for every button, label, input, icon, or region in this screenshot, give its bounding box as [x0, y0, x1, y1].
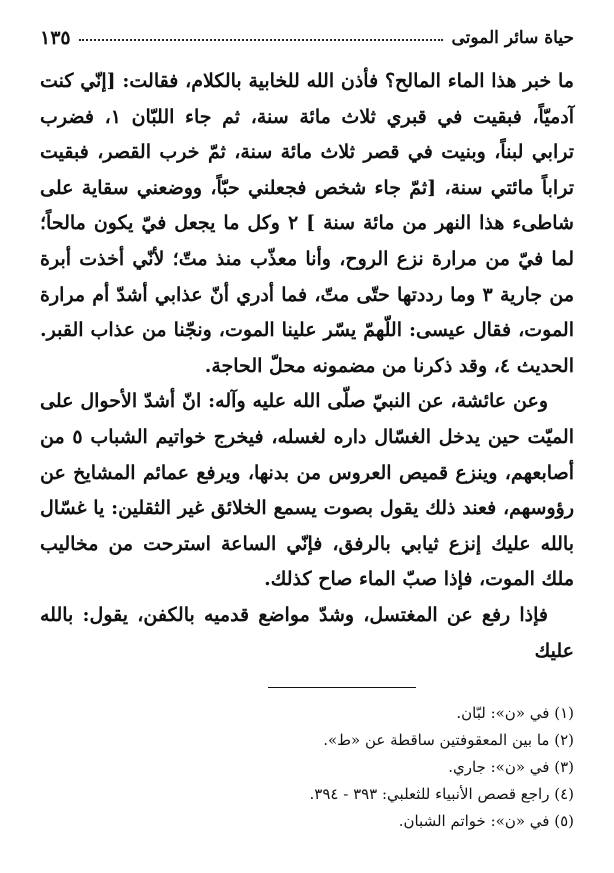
footnote: (٢) ما بين المعقوفتين ساقطة عن «ط». — [323, 731, 574, 749]
footnotes — [40, 700, 574, 835]
paragraph: فإذا رفع عن المغتسل، وشدّ مواضع قدميه بالكفن، يقول: بالله عليك — [40, 603, 574, 662]
dotted-leader — [79, 39, 444, 41]
paragraph: وعن عائشة، عن النبيّ صلّى الله عليه وآله: انّ أشدّ الأحوال على الميّت حين يدخل الغسّال داره لغسله، فيخرج خواتيم الشباب ٥ من أصابعهم، وينزع قميص العروس من بدنها، ويرفع عمائم المشايخ عن رؤوسهم، فعند ذلك يقول بصوت يسمع الخلائق غير الثقلين: يا غسّال بالله عليك إنزع ثيابي بالرفق، فإنّي الساعة استرحت من مخاليب ملك الموت، فإذا صبّ الماء صاح كذلك. — [40, 390, 574, 591]
footnote-separator — [268, 687, 416, 688]
running-title: حياة سائر الموتى — [451, 28, 574, 48]
page-number: ١٣٥ — [40, 27, 71, 49]
main-text — [40, 64, 574, 669]
footnote: (٥) في «ن»: خواتم الشبان. — [398, 812, 574, 830]
footnote: (٤) راجع قصص الأنبياء للثعلبي: ٣٩٣ - ٣٩٤. — [309, 785, 574, 803]
footnote: (١) في «ن»: لبّان. — [456, 704, 574, 722]
page-header — [40, 24, 574, 52]
footnote: (٣) في «ن»: جاري. — [448, 758, 574, 776]
paragraph: ما خبر هذا الماء المالح؟ فأذن الله للخابية بالكلام، فقالت: [إنّي كنت آدميّاً، فبقيت في قبري ثلاث مائة سنة، ثم جاء اللبّان ١، فضرب ترابي لبناً، وبنيت في قصر ثلاث مائة سنة، ثمّ خرب القصر، فبقيت تراباً مائتي سنة، [ثمّ جاء شخص فجعلني حبّاً، ووضعني سقاية على شاطىء هذا النهر من مائة سنة ] ٢ وكل ما يجعل فيّ يكون مالحاً؛ لما فيّ من مرارة نزع الروح، وأنا معذّب منذ متّ؛ لأنّي أخذت أبرة من جارية ٣ وما رددتها حتّى متّ، فما أدري أنّ عذابي أشدّ أم مرارة الموت، فقال عيسى: اللّهمّ يسّر علينا الموت، ونجّنا من عذاب القبر. الحديث ٤، وقد ذكرنا من مضمونه محلّ الحاجة. — [40, 70, 574, 377]
